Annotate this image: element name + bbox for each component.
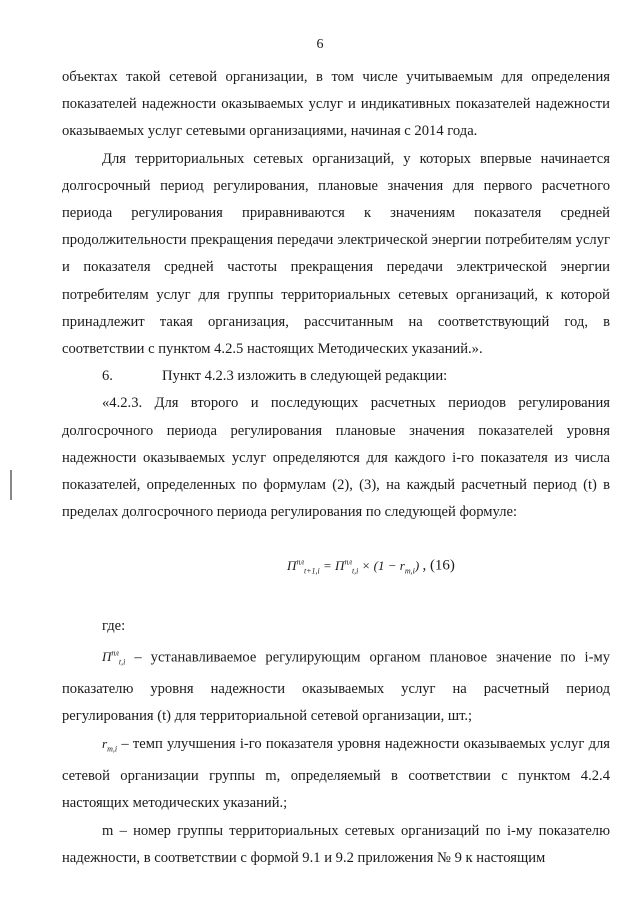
- formula-expression: $П^{пл}_{t+1,i} = П^{пл}_{t,i} \times (1 - r_{m,i})$: [287, 557, 420, 576]
- definition-group-number: m – номер группы территориальных сетевых организаций по i-му показателю надежности, в соответствии с формой 9.1 и 9.2 приложения № 9 к настоящим: [62, 822, 610, 866]
- definition-improvement-rate: $r_{m,i}$ – темп улучшения i-го показателя уровня надежности оказываемых услуг для сетевой организации группы m, определяемый в соответствии с пунктом 4.2.4 настоящих методических указаний.;: [62, 736, 610, 812]
- symbol-plan-value: $П^{пл}_{t,i}$: [102, 648, 126, 667]
- definition-plan-value: $П^{пл}_{t,i}$ – устанавливаемое регулирующим органом плановое значение по i-му показателю уровня надежности оказываемых услуг на расчетный период регулирования (t) для территориальной сетевой организации, шт.;: [62, 648, 610, 725]
- item-6: [62, 363, 610, 390]
- where-label: где:: [102, 617, 126, 634]
- scan-margin-mark: [10, 470, 12, 500]
- document-body: [62, 64, 610, 872]
- formula-number: , (16): [422, 557, 455, 574]
- symbol-improvement-rate: $r_{m,i}$: [102, 736, 118, 754]
- item-6-number: 6.: [102, 368, 113, 385]
- paragraph-4-2-3: «4.2.3. Для второго и последующих расчетных периодов регулирования долгосрочного периода регулирования плановые значения показателей уровня надежности оказываемых услуг определяются для каждого i-го показателя из числа показателей, определенных по формулам (2), (3), на каждый расчетный период (t) в пределах долгосрочного периода регулирования по следующей формуле:: [62, 395, 610, 521]
- page-number: 6: [316, 37, 324, 52]
- formula-16: [62, 548, 610, 584]
- item-6-text: Пункт 4.2.3 изложить в следующей редакции:: [162, 368, 448, 385]
- paragraph-continuation: объектах такой сетевой организации, в том числе учитываемым для определения показателей надежности оказываемых услуг и индикативных показателей надежности оказываемых услуг сетевыми организациями, начиная с 2014 года.: [62, 69, 610, 140]
- paragraph-first-period: Для территориальных сетевых организаций, у которых впервые начинается долгосрочный период регулирования, плановые значения для первого расчетного периода регулирования приравниваются к значениям показателя средней продолжительности прекращения передачи электрической энергии потребителям услуг и показателя средней частоты прекращения передачи электрической энергии потребителям услуг для группы территориальных сетевых организаций, к которой принадлежит такая организация, рассчитанным на соответствующий год, в соответствии с пунктом 4.2.5 настоящих Методических указаний.».: [62, 150, 610, 358]
